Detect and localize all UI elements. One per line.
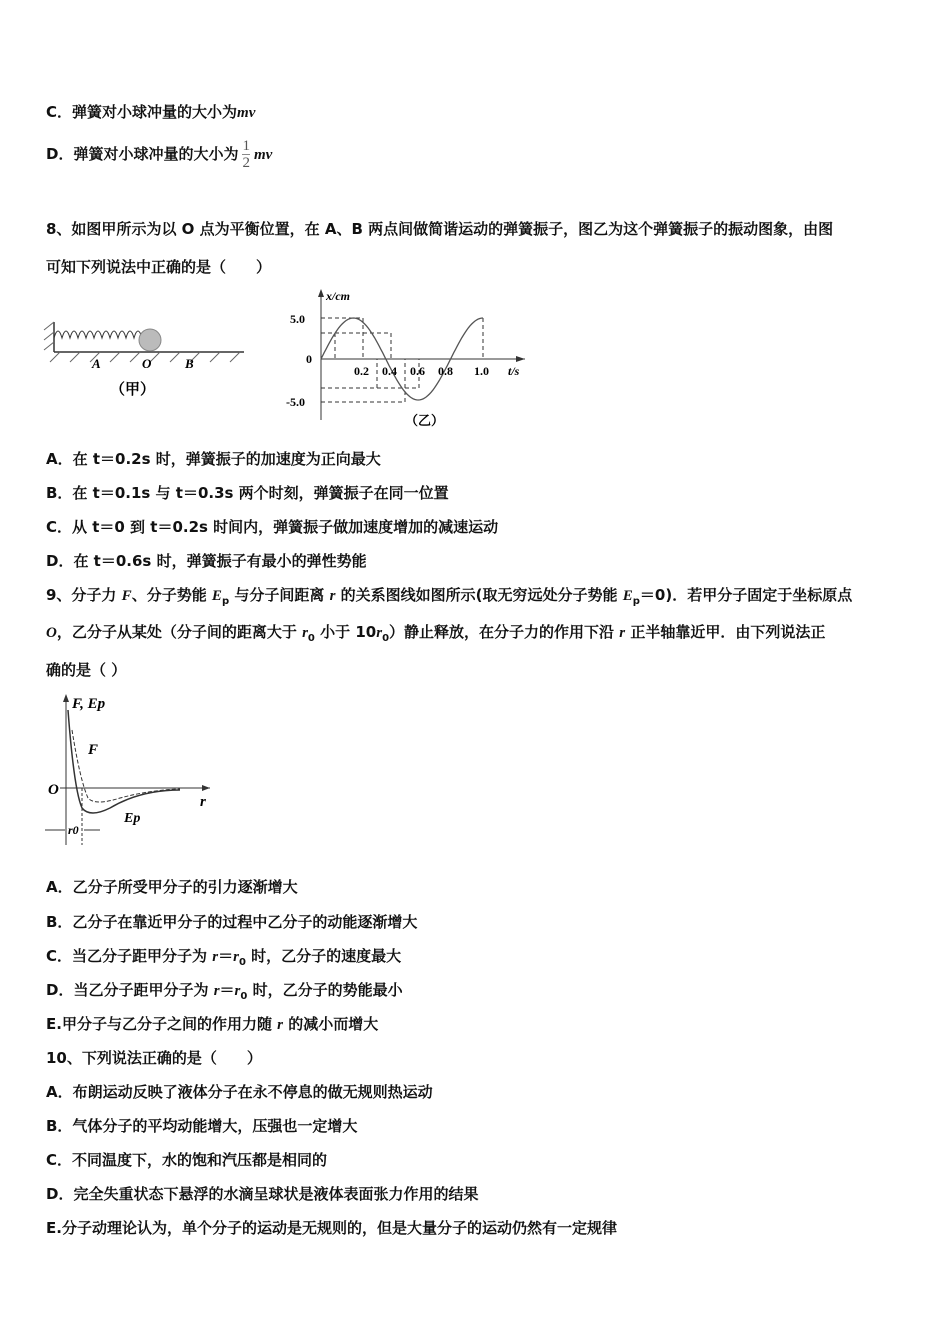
label-o: O (142, 356, 152, 371)
x-tick: 0.4 (382, 364, 397, 378)
y-axis-label: x/cm (326, 289, 350, 303)
q8-option-c: C．从 t＝0 到 t＝0.2s 时间内，弹簧振子做加速度增加的减速运动 (46, 518, 499, 536)
q9-stem-3: 确的是（ ） (46, 661, 127, 679)
q9-stem: 9、分子力 F、分子势能 $E_p$ 与分子间距离 r 的关系图线如图所示(取无穷远处分子势能 $E_p=0$)．若甲分子固定于坐标原点 (46, 586, 853, 607)
x-tick: 1.0 (474, 364, 489, 378)
vibration-graph (280, 285, 540, 435)
x-tick: 0.2 (354, 364, 369, 378)
q9-option-c: C．当乙分子距甲分子为 $r=r_0$ 时，乙分子的速度最大 (46, 947, 402, 968)
r0-label: r0 (68, 823, 79, 837)
y-tick: 0 (306, 352, 312, 366)
q10-option-e: E.分子动理论认为，单个分子的运动是无规则的，但是大量分子的运动仍然有一定规律 (46, 1219, 617, 1237)
q9-stem-2: O，乙分子从某处（分子间的距离大于 $r_0$ 小于 $10r_0$）静止释放，在分子力的作用下沿 r 正半轴靠近甲．由下列说法正 (46, 623, 826, 644)
x-tick: 0.8 (438, 364, 453, 378)
x-tick: 0.6 (410, 364, 425, 378)
f-curve-label: F (88, 742, 99, 758)
y-tick: 5.0 (290, 312, 305, 326)
caption-jia: （甲） (110, 382, 156, 398)
label-a: A (92, 356, 101, 371)
q9-option-a: A．乙分子所受甲分子的引力逐渐增大 (46, 878, 298, 896)
q8-option-a: A．在 t＝0.2s 时，弹簧振子的加速度为正向最大 (46, 450, 381, 468)
q10-option-b: B．气体分子的平均动能增大，压强也一定增大 (46, 1117, 358, 1135)
fraction: $\frac{1}{2}$ (242, 138, 250, 171)
q7-option-d: D．弹簧对小球冲量的大小为 $\frac{1}{2}$ mv (46, 138, 273, 171)
q8-option-d: D．在 t＝0.6s 时，弹簧振子有最小的弹性势能 (46, 552, 367, 570)
q9-option-b: B．乙分子在靠近甲分子的过程中乙分子的动能逐渐增大 (46, 913, 418, 931)
x-axis-label: r (200, 794, 206, 810)
y-tick: -5.0 (286, 395, 305, 409)
q10-option-d: D．完全失重状态下悬浮的水滴呈球状是液体表面张力作用的结果 (46, 1185, 479, 1203)
ep-curve-label: Ep (124, 811, 141, 826)
label-b: B (185, 356, 194, 371)
q8-option-b: B．在 t＝0.1s 与 t＝0.3s 两个时刻，弹簧振子在同一位置 (46, 484, 449, 502)
q9-option-d: D．当乙分子距甲分子为 $r=r_0$ 时，乙分子的势能最小 (46, 981, 403, 1002)
q7-option-c: C．弹簧对小球冲量的大小为mv (46, 103, 256, 121)
q10-option-c: C．不同温度下，水的饱和汽压都是相同的 (46, 1151, 328, 1169)
spring-oscillator-figure (40, 300, 250, 410)
q10-stem: 10、下列说法正确的是（ ） (46, 1049, 262, 1067)
molecular-force-graph (40, 690, 220, 850)
q8-stem: 8、如图甲所示为以 O 点为平衡位置，在 A、B 两点间做简谐运动的弹簧振子，图乙为这个弹簧振子的振动图象，由图 (46, 220, 834, 238)
origin-label: O (48, 782, 59, 798)
q10-option-a: A．布朗运动反映了液体分子在永不停息的做无规则热运动 (46, 1083, 433, 1101)
q9-option-e: E.甲分子与乙分子之间的作用力随 r 的减小而增大 (46, 1015, 379, 1033)
caption-yi: （乙） (405, 413, 445, 428)
q8-stem-2: 可知下列说法中正确的是（ ） (46, 258, 272, 276)
y-axis-label: F, Ep (72, 696, 106, 712)
x-axis-label: t/s (508, 364, 520, 378)
